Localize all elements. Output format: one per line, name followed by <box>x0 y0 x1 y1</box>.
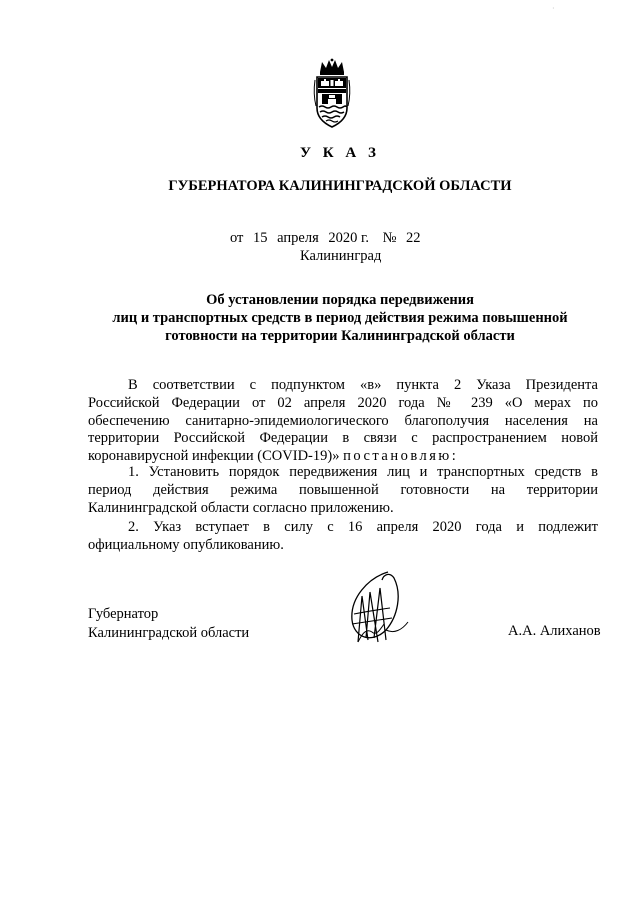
paragraph-line: обеспечению санитарно-эпидемиологического благополучия населения на <box>88 412 598 429</box>
heading-line: Об установлении порядка передвижения <box>206 292 474 308</box>
date-day: 15 <box>253 230 268 246</box>
position-line: Калининградской области <box>88 625 250 641</box>
position-line: Губернатор <box>88 606 159 622</box>
heading-line: лиц и транспортных средств в период действия режима повышенной <box>112 310 568 326</box>
paragraph-line: период действия режима повышенной готовности на территории <box>88 481 598 498</box>
clause-1-paragraph <box>88 464 598 517</box>
coat-of-arms-icon <box>312 58 352 130</box>
signatory-name: А.А. Алиханов <box>508 623 601 639</box>
document-date <box>230 230 421 247</box>
date-prefix: от <box>230 230 244 246</box>
paragraph-line: В соответствии с подпунктом «в» пункта 2 Указа Президента <box>128 377 598 393</box>
paragraph-line: 1. Установить порядок передвижения лиц и транспортных средств в <box>128 464 598 480</box>
document-city: Калининград <box>300 248 382 264</box>
clause-2-paragraph <box>88 519 598 555</box>
paragraph-line: 2. Указ вступает в силу с 16 апреля 2020 года и подлежит <box>128 519 598 535</box>
number-sign: № <box>382 230 397 246</box>
paragraph-line: территории Российской Федерации в связи с распространением новой <box>88 430 598 447</box>
heading-line: готовности на территории Калининградской области <box>165 328 515 344</box>
paragraph-line: Российской Федерации от 02 апреля 2020 года № 239 «О мерах по <box>88 394 598 411</box>
decree-word: постановляю: <box>343 448 459 465</box>
paragraph-text: коронавирусной инфекции (COVID-19)» <box>88 448 340 465</box>
paragraph-line: официальному опубликованию. <box>88 536 284 553</box>
scan-mark: · <box>552 4 555 13</box>
date-month: апреля <box>277 230 319 246</box>
paragraph-line: Калининградской области согласно приложению. <box>88 499 394 516</box>
signatory-position <box>88 605 249 643</box>
preamble-paragraph <box>88 377 598 466</box>
document-heading <box>80 291 600 345</box>
document-issuer: ГУБЕРНАТОРА КАЛИНИНГРАДСКОЙ ОБЛАСТИ <box>168 178 512 194</box>
handwritten-signature-icon <box>328 568 422 648</box>
document-number: 22 <box>406 230 421 246</box>
date-year: 2020 г. <box>328 230 369 246</box>
document-title: У К А З <box>300 145 380 161</box>
